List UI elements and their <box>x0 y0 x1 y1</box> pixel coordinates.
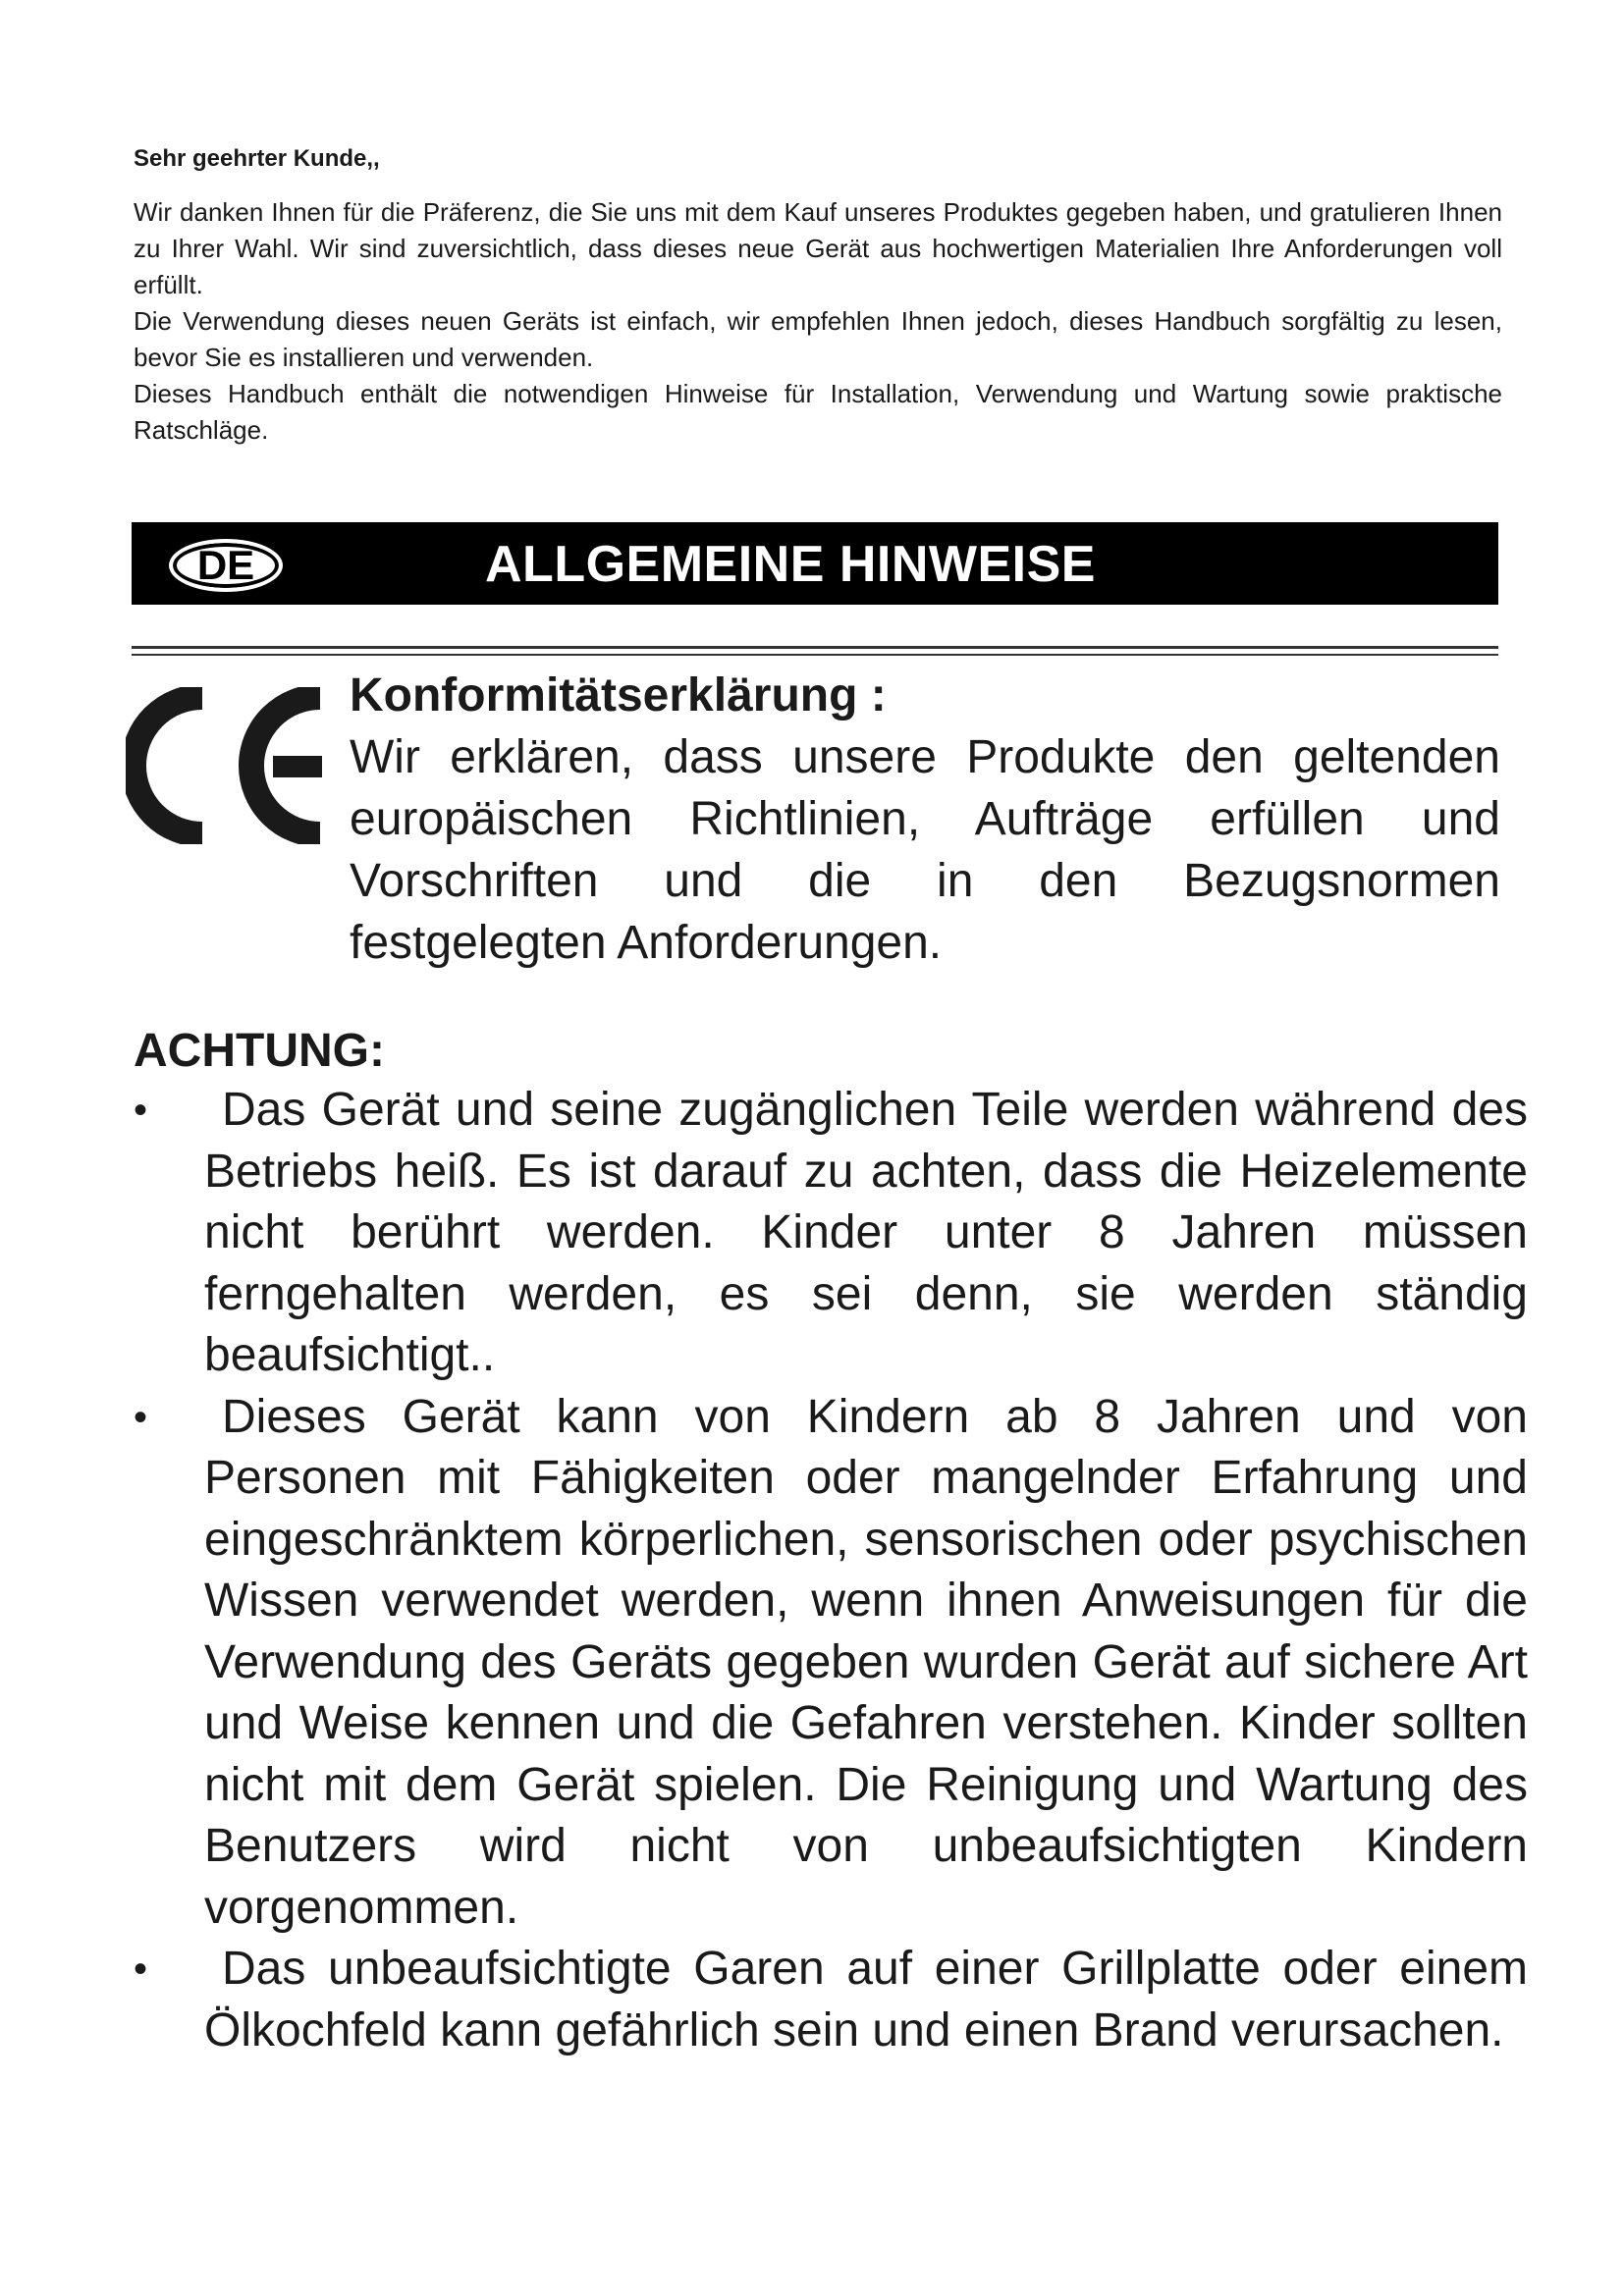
warning-item <box>134 1939 1528 2061</box>
ce-mark-icon <box>126 687 332 844</box>
intro-paragraph: Dieses Handbuch enthält die notwendigen Hinweise für Installation, Verwendung und Wartung sowie praktische Ratschläge. <box>134 379 1502 445</box>
warning-heading: ACHTUNG: <box>134 1025 385 1077</box>
warning-text: Das unbeaufsichtigte Garen auf einer Grillplatte oder einem Ölkochfeld kann gefährlich sein und einen Brand verursachen. <box>204 1943 1528 2056</box>
language-badge: DE <box>169 539 283 592</box>
section-title: ALLGEMEINE HINWEISE <box>485 536 1096 593</box>
bullet-icon: • <box>134 1089 148 1132</box>
greeting: Sehr geehrter Kunde,, <box>134 145 380 172</box>
divider <box>132 654 1498 656</box>
conformity-body: Wir erklären, dass unsere Produkte den geltenden europäischen Richtlinien, Aufträge erfüllen und Vorschriften und die in den Bezugsnormen festgelegten Anforderungen. <box>350 731 1500 969</box>
conformity-title: Konformitätserklärung : <box>350 669 887 721</box>
warning-text: Das Gerät und seine zugänglichen Teile werden während des Betriebs heiß. Es ist darauf zu achten, dass die Heizelemente nicht berührt werden. Kinder unter 8 Jahren müssen ferngehalten werden, es sei denn, sie werden ständig beaufsichtigt.. <box>204 1084 1528 1381</box>
bullet-icon: • <box>134 1395 148 1439</box>
conformity-declaration <box>350 666 1500 974</box>
warning-text: Dieses Gerät kann von Kindern ab 8 Jahren und von Personen mit Fähigkeiten oder mangelnder Erfahrung und eingeschränktem körperlichen, sensorischen oder psychischen Wissen verwendet werden, wenn ihnen Anweisungen für die Verwendung des Geräts gegeben wurden Gerät auf sichere Art und Weise kennen und die Gefahren verstehen. Kinder sollten nicht mit dem Gerät spielen. Die Reinigung und Wartung des Benutzers wird nicht von unbeaufsichtigten Kindern vorgenommen. <box>204 1390 1528 1934</box>
warning-list <box>134 1080 1528 2061</box>
section-banner <box>132 522 1498 605</box>
intro-paragraph: Die Verwendung dieses neuen Geräts ist einfach, wir empfehlen Ihnen jedoch, dieses Handbuch sorgfältig zu lesen, bevor Sie es installieren und verwenden. <box>134 306 1502 372</box>
warning-item <box>134 1080 1528 1387</box>
warning-item <box>134 1387 1528 1940</box>
divider <box>132 646 1498 649</box>
intro-text <box>134 194 1502 449</box>
bullet-icon: • <box>134 1948 148 1991</box>
intro-paragraph: Wir danken Ihnen für die Präferenz, die Sie uns mit dem Kauf unseres Produktes gegeben haben, und gratulieren Ihnen zu Ihrer Wahl. Wir sind zuversichtlich, dass dieses neue Gerät aus hochwertigen Materialien Ihre Anforderungen voll erfüllt. <box>134 197 1502 299</box>
